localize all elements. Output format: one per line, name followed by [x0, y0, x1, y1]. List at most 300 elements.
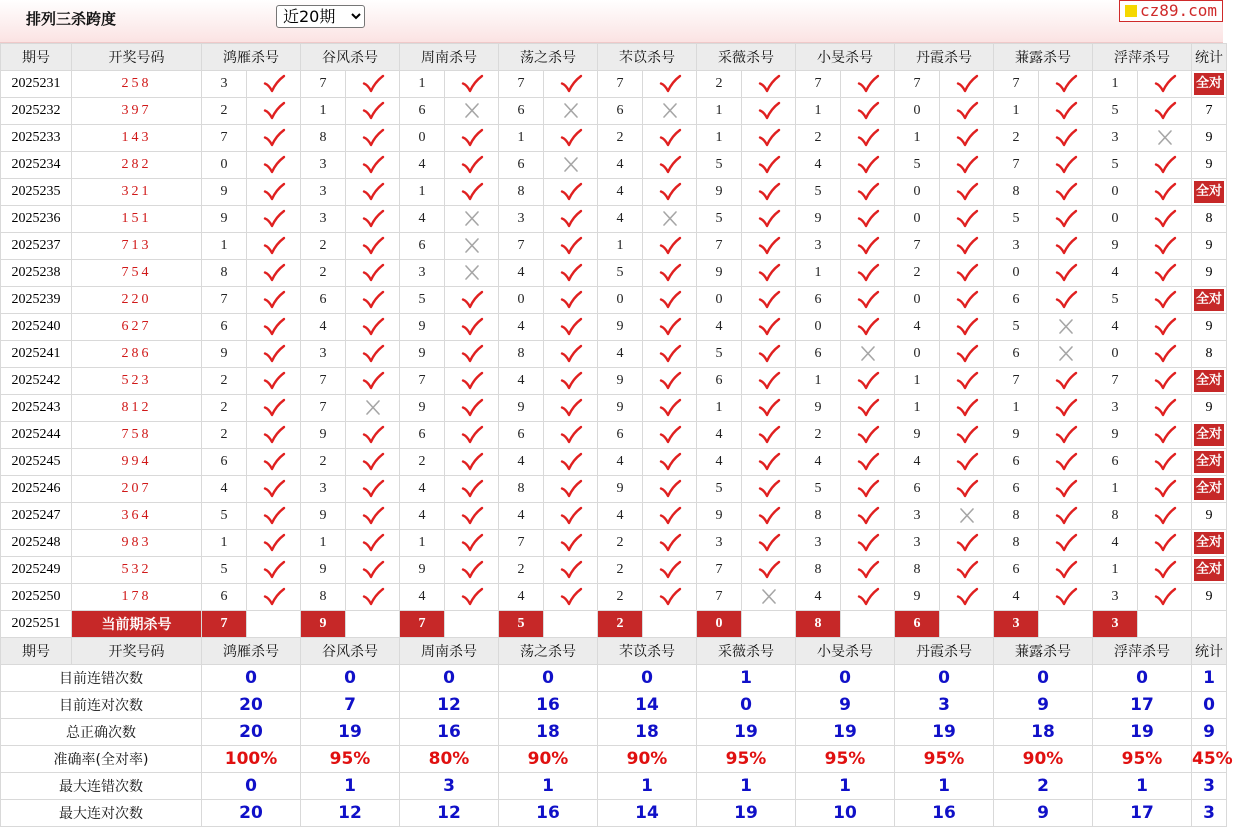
result-right: [940, 98, 993, 124]
stats-value: 20: [202, 800, 300, 826]
kill-number: 6: [796, 287, 840, 313]
result-right: [841, 557, 894, 583]
check-mark-icon: [1055, 453, 1077, 471]
result-right: [544, 233, 597, 259]
result-right: [841, 71, 894, 97]
check-mark-icon: [857, 210, 879, 228]
result-right: [1138, 395, 1191, 421]
check-mark-icon: [560, 345, 582, 363]
result-right: [643, 233, 696, 259]
check-mark-icon: [758, 129, 780, 147]
check-mark-icon: [659, 264, 681, 282]
check-mark-icon: [461, 426, 483, 444]
result-right: [841, 530, 894, 556]
check-mark-icon: [362, 264, 384, 282]
check-mark-icon: [1055, 237, 1077, 255]
check-mark-icon: [758, 102, 780, 120]
kill-number: 5: [400, 287, 444, 313]
check-mark-icon: [956, 318, 978, 336]
cross-mark-icon: [1055, 345, 1077, 363]
result-right: [247, 125, 300, 151]
table-row: [1, 206, 1226, 232]
kill-number: 0: [895, 206, 939, 232]
stats-value: 19: [301, 719, 399, 745]
result-right: [841, 125, 894, 151]
current-kill-label: 当前期杀号: [72, 611, 201, 637]
table-row: [1, 368, 1226, 394]
kill-number: 3: [697, 530, 741, 556]
kill-number: 2: [499, 557, 543, 583]
kill-number: 0: [1093, 341, 1137, 367]
check-mark-icon: [362, 129, 384, 147]
result-right: [643, 179, 696, 205]
kill-number: 9: [1093, 422, 1137, 448]
stats-value: 1: [895, 773, 993, 799]
result-right: [841, 233, 894, 259]
stats-value: 1: [697, 773, 795, 799]
stats-value: 18: [994, 719, 1092, 745]
column-header-expert: 荡之杀号: [499, 44, 597, 70]
result-right: [1039, 422, 1092, 448]
check-mark-icon: [857, 372, 879, 390]
header-row: [1, 44, 1226, 70]
kill-number: 4: [499, 314, 543, 340]
kill-number: 6: [697, 368, 741, 394]
kill-number: 2: [994, 125, 1038, 151]
stats-value: 1: [697, 665, 795, 691]
check-mark-icon: [1154, 183, 1176, 201]
check-mark-icon: [263, 210, 285, 228]
kill-number: 8: [994, 530, 1038, 556]
result-wrong: [742, 584, 795, 610]
result-right: [940, 341, 993, 367]
issue-number: 2025231: [1, 71, 71, 97]
kill-number: 5: [796, 476, 840, 502]
issue-number: 2025250: [1, 584, 71, 610]
column-header-expert: 丹霞杀号: [895, 638, 993, 664]
kill-number: 9: [598, 368, 642, 394]
current-kill-number: 0: [697, 611, 741, 637]
check-mark-icon: [956, 183, 978, 201]
result-right: [1138, 152, 1191, 178]
check-mark-icon: [362, 453, 384, 471]
result-right: [643, 260, 696, 286]
result-right: [544, 260, 597, 286]
result-right: [1039, 584, 1092, 610]
kill-number: 5: [1093, 152, 1137, 178]
result-right: [445, 503, 498, 529]
kill-number: 0: [895, 179, 939, 205]
table-row: [1, 314, 1226, 340]
kill-number: 6: [400, 422, 444, 448]
result-right: [1039, 530, 1092, 556]
cross-mark-icon: [560, 102, 582, 120]
draw-number: 178: [72, 584, 201, 610]
stats-value: 14: [598, 800, 696, 826]
stats-value: 16: [499, 800, 597, 826]
check-mark-icon: [263, 399, 285, 417]
check-mark-icon: [263, 426, 285, 444]
check-mark-icon: [1055, 102, 1077, 120]
table-row: [1, 584, 1226, 610]
stats-value: 16: [895, 800, 993, 826]
check-mark-icon: [560, 210, 582, 228]
stats-value: 14: [598, 692, 696, 718]
stats-row: [1, 800, 1226, 826]
issue-number: 2025245: [1, 449, 71, 475]
check-mark-icon: [659, 480, 681, 498]
result-right: [940, 233, 993, 259]
check-mark-icon: [1154, 426, 1176, 444]
kill-number: 7: [301, 368, 345, 394]
result-right: [346, 206, 399, 232]
kill-number: 7: [895, 71, 939, 97]
current-kill-number: 7: [400, 611, 444, 637]
kill-number: 4: [796, 584, 840, 610]
issue-number: 2025241: [1, 341, 71, 367]
issue-number: 2025233: [1, 125, 71, 151]
check-mark-icon: [362, 318, 384, 336]
result-right: [445, 530, 498, 556]
kill-number: 2: [301, 233, 345, 259]
result-right: [247, 530, 300, 556]
kill-number: 9: [796, 395, 840, 421]
kill-number: 7: [202, 287, 246, 313]
kill-number: 4: [499, 368, 543, 394]
kill-number: 1: [697, 395, 741, 421]
check-mark-icon: [461, 318, 483, 336]
table-row: [1, 341, 1226, 367]
kill-number: 9: [202, 341, 246, 367]
check-mark-icon: [1055, 534, 1077, 552]
kill-number-table: [0, 43, 1233, 827]
current-total-blank: [1192, 611, 1226, 637]
stats-value: 20: [202, 692, 300, 718]
kill-number: 7: [499, 233, 543, 259]
check-mark-icon: [263, 237, 285, 255]
row-total: [1192, 557, 1226, 583]
stats-value: 19: [697, 719, 795, 745]
stats-value: 12: [400, 692, 498, 718]
kill-number: 7: [1093, 368, 1137, 394]
stats-value: 7: [301, 692, 399, 718]
check-mark-icon: [659, 561, 681, 579]
kill-number: 1: [1093, 557, 1137, 583]
result-right: [841, 206, 894, 232]
check-mark-icon: [263, 372, 285, 390]
kill-number: 2: [400, 449, 444, 475]
kill-number: 9: [697, 503, 741, 529]
result-right: [940, 206, 993, 232]
kill-number: 4: [697, 314, 741, 340]
result-right: [742, 287, 795, 313]
stats-value: 90%: [598, 746, 696, 772]
kill-number: 5: [1093, 98, 1137, 124]
check-mark-icon: [857, 129, 879, 147]
stats-value: 95%: [697, 746, 795, 772]
check-mark-icon: [659, 318, 681, 336]
kill-number: 3: [202, 71, 246, 97]
result-right: [544, 503, 597, 529]
stats-value: 9: [796, 692, 894, 718]
result-right: [643, 530, 696, 556]
check-mark-icon: [560, 426, 582, 444]
kill-number: 9: [994, 422, 1038, 448]
kill-number: 9: [796, 206, 840, 232]
stats-row: [1, 773, 1226, 799]
check-mark-icon: [263, 318, 285, 336]
result-right: [1138, 449, 1191, 475]
check-mark-icon: [857, 426, 879, 444]
result-right: [742, 314, 795, 340]
kill-number: 2: [202, 422, 246, 448]
check-mark-icon: [659, 156, 681, 174]
kill-number: 3: [994, 233, 1038, 259]
result-right: [247, 179, 300, 205]
check-mark-icon: [461, 372, 483, 390]
row-total: 9: [1192, 395, 1226, 421]
kill-number: 4: [499, 260, 543, 286]
kill-number: 5: [202, 557, 246, 583]
result-right: [346, 503, 399, 529]
result-right: [1138, 341, 1191, 367]
issue-number: 2025251: [1, 611, 71, 637]
result-right: [742, 368, 795, 394]
result-right: [742, 422, 795, 448]
row-total: [1192, 422, 1226, 448]
check-mark-icon: [362, 561, 384, 579]
result-right: [544, 422, 597, 448]
kill-number: 4: [499, 449, 543, 475]
result-right: [742, 71, 795, 97]
check-mark-icon: [560, 507, 582, 525]
kill-number: 4: [994, 584, 1038, 610]
result-wrong: [1039, 341, 1092, 367]
check-mark-icon: [263, 480, 285, 498]
check-mark-icon: [1154, 102, 1176, 120]
stats-total: 45%: [1192, 746, 1226, 772]
cross-mark-icon: [659, 102, 681, 120]
kill-number: 9: [400, 395, 444, 421]
result-right: [940, 368, 993, 394]
stats-label: 目前连错次数: [1, 665, 201, 691]
stats-label: 最大连对次数: [1, 800, 201, 826]
result-right: [1039, 152, 1092, 178]
check-mark-icon: [1055, 75, 1077, 93]
kill-number: 8: [796, 503, 840, 529]
stats-value: 1: [499, 773, 597, 799]
current-kill-blank: [841, 611, 894, 637]
kill-number: 7: [697, 233, 741, 259]
stats-value: 0: [697, 692, 795, 718]
cross-mark-icon: [461, 264, 483, 282]
check-mark-icon: [263, 588, 285, 606]
check-mark-icon: [362, 588, 384, 606]
kill-number: 4: [499, 584, 543, 610]
current-kill-blank: [346, 611, 399, 637]
result-right: [346, 233, 399, 259]
draw-number: 207: [72, 476, 201, 502]
result-right: [643, 449, 696, 475]
kill-number: 5: [697, 152, 741, 178]
kill-number: 8: [301, 125, 345, 151]
stats-value: 90%: [499, 746, 597, 772]
check-mark-icon: [1055, 291, 1077, 309]
kill-number: 2: [598, 557, 642, 583]
kill-number: 6: [499, 98, 543, 124]
kill-number: 0: [895, 341, 939, 367]
result-right: [346, 125, 399, 151]
kill-number: 7: [598, 71, 642, 97]
kill-number: 1: [697, 125, 741, 151]
result-wrong: [1138, 125, 1191, 151]
result-right: [247, 341, 300, 367]
result-right: [643, 125, 696, 151]
result-right: [346, 476, 399, 502]
stats-value: 19: [1093, 719, 1191, 745]
issue-number: 2025243: [1, 395, 71, 421]
kill-number: 3: [1093, 584, 1137, 610]
kill-number: 2: [598, 584, 642, 610]
table-row: [1, 449, 1226, 475]
draw-number: 258: [72, 71, 201, 97]
kill-number: 4: [301, 314, 345, 340]
kill-number: 4: [598, 341, 642, 367]
current-kill-blank: [247, 611, 300, 637]
check-mark-icon: [560, 318, 582, 336]
kill-number: 1: [895, 368, 939, 394]
check-mark-icon: [956, 102, 978, 120]
kill-number: 4: [796, 449, 840, 475]
result-right: [544, 314, 597, 340]
check-mark-icon: [560, 561, 582, 579]
result-wrong: [445, 233, 498, 259]
kill-number: 0: [1093, 206, 1137, 232]
stats-value: 12: [400, 800, 498, 826]
kill-number: 4: [400, 584, 444, 610]
stats-row: [1, 719, 1226, 745]
result-right: [544, 476, 597, 502]
check-mark-icon: [956, 426, 978, 444]
kill-number: 9: [202, 206, 246, 232]
result-right: [940, 125, 993, 151]
result-right: [940, 260, 993, 286]
row-total: 9: [1192, 233, 1226, 259]
check-mark-icon: [263, 291, 285, 309]
check-mark-icon: [560, 183, 582, 201]
check-mark-icon: [362, 210, 384, 228]
draw-number: 151: [72, 206, 201, 232]
check-mark-icon: [263, 156, 285, 174]
site-logo[interactable]: [1119, 0, 1223, 22]
result-right: [346, 152, 399, 178]
result-right: [544, 368, 597, 394]
result-right: [1138, 368, 1191, 394]
check-mark-icon: [956, 237, 978, 255]
issue-number: 2025237: [1, 233, 71, 259]
row-total: 9: [1192, 125, 1226, 151]
result-right: [346, 98, 399, 124]
stats-value: 95%: [301, 746, 399, 772]
kill-number: 9: [400, 314, 444, 340]
kill-number: 0: [895, 98, 939, 124]
result-right: [247, 368, 300, 394]
kill-number: 0: [598, 287, 642, 313]
kill-number: 4: [499, 503, 543, 529]
kill-number: 9: [598, 314, 642, 340]
kill-number: 6: [499, 422, 543, 448]
kill-number: 7: [796, 71, 840, 97]
result-right: [643, 476, 696, 502]
draw-number: 983: [72, 530, 201, 556]
table-row: [1, 287, 1226, 313]
kill-number: 0: [499, 287, 543, 313]
result-right: [1039, 179, 1092, 205]
kill-number: 9: [400, 557, 444, 583]
draw-number: 812: [72, 395, 201, 421]
check-mark-icon: [956, 453, 978, 471]
check-mark-icon: [1055, 156, 1077, 174]
current-kill-number: 6: [895, 611, 939, 637]
stats-value: 17: [1093, 800, 1191, 826]
stats-value: 0: [400, 665, 498, 691]
check-mark-icon: [659, 237, 681, 255]
page-title: 排列三杀跨度: [26, 10, 117, 28]
check-mark-icon: [956, 561, 978, 579]
cross-mark-icon: [461, 102, 483, 120]
result-right: [1039, 449, 1092, 475]
check-mark-icon: [560, 399, 582, 417]
stats-value: 19: [697, 800, 795, 826]
kill-number: 0: [400, 125, 444, 151]
table-row: [1, 179, 1226, 205]
result-right: [742, 530, 795, 556]
check-mark-icon: [560, 237, 582, 255]
draw-number: 364: [72, 503, 201, 529]
result-right: [742, 233, 795, 259]
result-right: [445, 557, 498, 583]
column-header-expert: 浮萍杀号: [1093, 638, 1191, 664]
check-mark-icon: [362, 183, 384, 201]
result-right: [1138, 584, 1191, 610]
row-total: 9: [1192, 152, 1226, 178]
result-right: [247, 206, 300, 232]
result-right: [247, 287, 300, 313]
kill-number: 9: [1093, 233, 1137, 259]
result-right: [1138, 422, 1191, 448]
result-right: [841, 287, 894, 313]
kill-number: 9: [895, 422, 939, 448]
kill-number: 3: [1093, 395, 1137, 421]
result-right: [643, 368, 696, 394]
kill-number: 5: [994, 206, 1038, 232]
kill-number: 8: [499, 341, 543, 367]
check-mark-icon: [1055, 372, 1077, 390]
header-row: [1, 638, 1226, 664]
result-right: [841, 395, 894, 421]
check-mark-icon: [1154, 480, 1176, 498]
result-right: [346, 260, 399, 286]
result-wrong: [940, 503, 993, 529]
row-total: 9: [1192, 260, 1226, 286]
column-header-expert: 蒹露杀号: [994, 44, 1092, 70]
result-right: [445, 287, 498, 313]
stats-value: 16: [499, 692, 597, 718]
stats-value: 16: [400, 719, 498, 745]
period-select[interactable]: [276, 5, 365, 28]
result-wrong: [544, 98, 597, 124]
result-right: [544, 449, 597, 475]
